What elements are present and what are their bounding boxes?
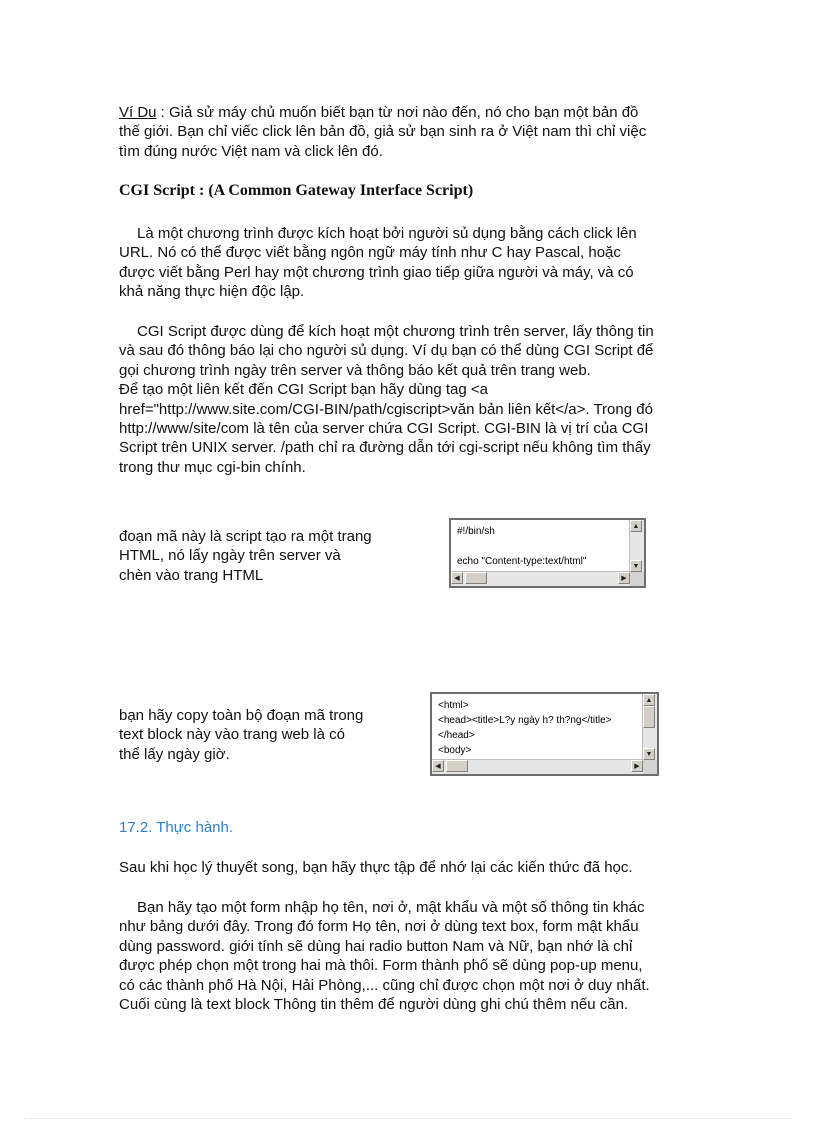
block2-description: bạn hãy copy toàn bộ đoạn mã trong text block này vào trang web là có thể lấy ngày giờ. — [119, 707, 364, 763]
horizontal-scrollbar[interactable] — [432, 759, 643, 774]
para1-line-1: URL. Nó có thể được viết bằng ngôn ngữ máy tính như C hay Pascal, hoặc — [119, 244, 621, 262]
example-paragraph — [119, 103, 694, 161]
para2-line-6: Script trên UNIX server. /path chỉ ra đường dẫn tới cgi-script nếu không tìm thấy — [119, 439, 651, 457]
para2-line-7: trong thư mục cgi-bin chính. — [119, 458, 306, 476]
practice-intro: Sau khi học lý thuyết song, bạn hãy thực tập để nhớ lại các kiến thức đã học. — [119, 859, 633, 876]
code-textarea-2[interactable] — [430, 692, 659, 776]
scroll-corner — [643, 760, 657, 774]
code-textarea-1[interactable] — [449, 518, 646, 588]
page-bottom-rule — [24, 1118, 792, 1119]
scroll-down-icon[interactable]: ▼ — [630, 560, 642, 572]
vertical-scrollbar[interactable] — [642, 694, 657, 760]
cgi-paragraph-2 — [119, 322, 694, 477]
scroll-thumb-vertical[interactable] — [643, 706, 655, 728]
example-line-0: Ví Du : Giả sử máy chủ muốn biết bạn từ nơi nào đến, nó cho bạn một bản đồ — [119, 104, 639, 121]
practice-paragraph: Bạn hãy tạo một form nhập họ tên, nơi ở, mật khẩu và một số thông tin khác như bảng dưới đây. Trong đó form Họ tên, nơi ở dùng text box, form mật khẩu dùng password. giới tính sẽ dùng hai radio button Nam và Nữ, bạn nhớ là chỉ được phép chọn một trong hai mà thôi. Form thành phố sẽ dùng pop-up menu, có các thành phố Hà Nội, Hải Phòng,... cũng chỉ được chọn một nơi ở duy nhất. Cuối cùng là text block Thông tin thêm để người dùng ghi chú thêm nếu cần. — [119, 899, 650, 1014]
code-textarea-2-content[interactable]: <html> <head><title>L?y ngày h? th?ng</title> </head> <body> — [438, 700, 612, 756]
para2-line-2: gọi chương trình ngày trên server và thông báo kết quả trên trang web. — [119, 361, 591, 379]
para2-line-1: và sau đó thông báo lại cho người sủ dụng. Ví dụ bạn có thể dùng CGI Script để — [119, 342, 654, 360]
para2-line-4: href="http://www.site.com/CGI-BIN/path/cgiscript>văn bản liên kết</a>. Trong đó — [119, 400, 653, 418]
scroll-right-icon[interactable]: ▶ — [631, 760, 643, 772]
scroll-thumb[interactable] — [465, 572, 487, 584]
code-textarea-1-content[interactable]: #!/bin/sh echo "Content-type:text/html" — [457, 526, 587, 567]
scroll-left-icon[interactable]: ◀ — [432, 760, 444, 772]
cgi-paragraph-1 — [119, 224, 694, 302]
cgi-heading: CGI Script : (A Common Gateway Interface Script) — [119, 182, 474, 199]
scroll-right-icon[interactable]: ▶ — [618, 572, 630, 584]
horizontal-scrollbar[interactable] — [451, 571, 630, 586]
scroll-down-icon[interactable]: ▼ — [643, 748, 655, 760]
scroll-up-icon[interactable]: ▲ — [643, 694, 655, 706]
para2-line-0: CGI Script được dùng để kích hoạt một chương trình trên server, lấy thông tin — [137, 323, 654, 340]
para1-line-2: được viết bằng Perl hay một chương trình giao tiếp giữa người và máy, và có — [119, 263, 634, 281]
scroll-thumb[interactable] — [446, 760, 468, 772]
example-line-2: tìm đúng nước Việt nam và click lên đó. — [119, 142, 383, 160]
practice-title: 17.2. Thực hành. — [119, 819, 234, 836]
para1-line-3: khả năng thực hiện độc lập. — [119, 283, 305, 301]
example-line-1: thế giới. Bạn chỉ viếc click lên bản đồ, giả sử bạn sinh ra ở Việt nam thì chỉ việc — [119, 123, 647, 141]
scroll-corner — [630, 572, 644, 586]
para2-line-3: Để tạo một liên kết đến CGI Script bạn hãy dùng tag <a — [119, 381, 488, 399]
scroll-left-icon[interactable]: ◀ — [451, 572, 463, 584]
scroll-up-icon[interactable]: ▲ — [630, 520, 642, 532]
block1-description: đoạn mã này là script tạo ra một trang HTML, nó lấy ngày trên server và chèn vào trang HTML — [119, 528, 372, 584]
para2-line-5: http://www/site/com là tên của server chứa CGI Script. CGI-BIN là vị trí của CGI — [119, 420, 649, 438]
example-label: Ví Du — [119, 104, 157, 121]
para1-line-0: Là một chương trình được kích hoạt bởi người sủ dụng bằng cách click lên — [137, 225, 637, 242]
vertical-scrollbar[interactable] — [629, 520, 644, 572]
